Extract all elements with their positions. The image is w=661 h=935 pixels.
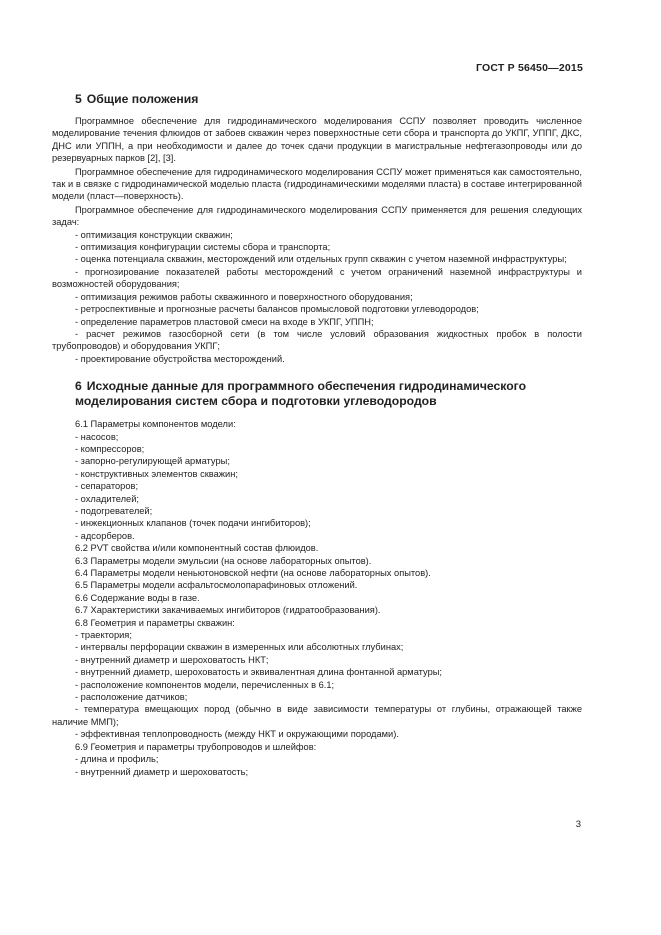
section-5-number: 5 [75, 92, 82, 106]
subsection-item: 6.1 Параметры компонентов модели: [75, 419, 236, 430]
list-item: - внутренний диаметр и шероховатость; [75, 766, 249, 777]
list-item: - подогревателей; [75, 505, 153, 516]
list-item: - конструктивных элементов скважин; [75, 468, 238, 479]
section-5-title-text: Общие положения [86, 92, 199, 106]
task-item: - оптимизация конструкции скважин; [75, 229, 233, 240]
subsection-item: 6.9 Геометрия и параметры трубопроводов и шлейфов: [75, 741, 317, 752]
list-item: - длина и профиль; [75, 754, 159, 765]
task-item: - оценка потенциала скважин, месторождений или отдельных групп скважин с учетом наземной инфраструктуры; [75, 254, 567, 265]
list-item: - расположение датчиков; [75, 692, 188, 703]
list-item: - насосов; [75, 431, 119, 442]
list-item: - интервалы перфорации скважин в измеренных или абсолютных глубинах; [75, 642, 404, 653]
list-item: - сепараторов; [75, 481, 139, 492]
subsection-item: 6.3 Параметры модели эмульсии (на основе лабораторных опытов). [75, 555, 372, 566]
subsection-item: 6.7 Характеристики закачиваемых ингибиторов (гидратообразования). [75, 605, 381, 616]
subsection-item: 6.4 Параметры модели неньютоновской нефти (на основе лабораторных опытов). [75, 568, 431, 578]
subsection-item: 6.6 Содержание воды в газе. [75, 592, 200, 603]
task-item: - прогнозирование показателей работы месторождений с учетом ограничений наземной инфраструктуры и возможностей оборудования; [52, 266, 582, 290]
list-item: - компрессоров; [75, 443, 145, 454]
task-item: - оптимизация конфигурации системы сбора и транспорта; [75, 242, 331, 253]
subsection-item: 6.5 Параметры модели асфальтосмолопарафиновых отложений. [75, 580, 358, 591]
list-item: - инжекционных клапанов (точек подачи ингибиторов); [75, 518, 311, 529]
task-item: - оптимизация режимов работы скважинного и поверхностного оборудования; [75, 291, 413, 302]
task-item: - проектирование обустройства месторождений. [75, 353, 285, 364]
task-item: - ретроспективные и прогнозные расчеты балансов промысловой подготовки углеводородов; [75, 304, 479, 315]
list-item: - адсорберов. [75, 530, 135, 541]
section-5-title [52, 92, 582, 107]
standard-header: ГОСТ Р 56450—2015 [475, 62, 583, 74]
list-item: - эффективная теплопроводность (между НКТ и окружающими породами). [75, 729, 399, 740]
list-item: - внутренний диаметр и шероховатость НКТ; [75, 654, 269, 665]
section-5-paragraph-3: Программное обеспечение для гидродинамического моделирования ССПУ применяется для решения следующих задач: [52, 204, 582, 228]
section-6-number: 6 [75, 379, 82, 394]
task-list [52, 229, 582, 365]
list-item: - температура вмещающих пород (обычно в виде зависимости температуры от глубины, отражающей также наличие ММП); [52, 704, 582, 727]
subsection-item: 6.8 Геометрия и параметры скважин: [75, 617, 235, 628]
section-5-paragraph-2: Программное обеспечение для гидродинамического моделирования ССПУ может применяться как самостоятельно, так и в связке с гидродинамической моделью пласта (гидродинамическими моделями пласта) в составе интегрированной модели (пласт—поверхность). [52, 166, 582, 202]
section-6-title [52, 379, 582, 409]
page-number: 3 [575, 819, 581, 830]
list-item: - траектория; [75, 630, 132, 641]
list-item: - охладителей; [75, 493, 139, 504]
section-5-paragraph-1: Программное обеспечение для гидродинамического моделирования ССПУ позволяет проводить численное моделирование течения флюидов от забоев скважин через поверхностные сети сбора и транспорта до УКПГ, УППГ, ДКС, ДНС или УППН, а при необходимости и далее до точек сдачи продукции в магистральные нефтегазопроводы или до резервуарных парков [2], [3]. [52, 116, 582, 164]
page-content [52, 92, 582, 778]
subsection-item: 6.2 PVT свойства и/или компонентный состав флюидов. [75, 543, 319, 554]
section-6-title-text: Исходные данные для программного обеспечения гидродинамического моделирования систем сбора и подготовки углеводородов [75, 379, 527, 409]
list-item: - запорно-регулирующей арматуры; [75, 456, 230, 467]
list-item: - расположение компонентов модели, перечисленных в 6.1; [75, 679, 335, 690]
task-item: - определение параметров пластовой смеси на входе в УКПГ, УППН; [75, 316, 374, 327]
list-item: - внутренний диаметр, шероховатость и эквивалентная длина фонтанной арматуры; [75, 667, 443, 678]
task-item: - расчет режимов газосборной сети (в том числе условий образования жидкостных пробок в полости трубопроводов) и оборудования УКПГ; [52, 328, 582, 352]
section-6-list [52, 418, 582, 778]
